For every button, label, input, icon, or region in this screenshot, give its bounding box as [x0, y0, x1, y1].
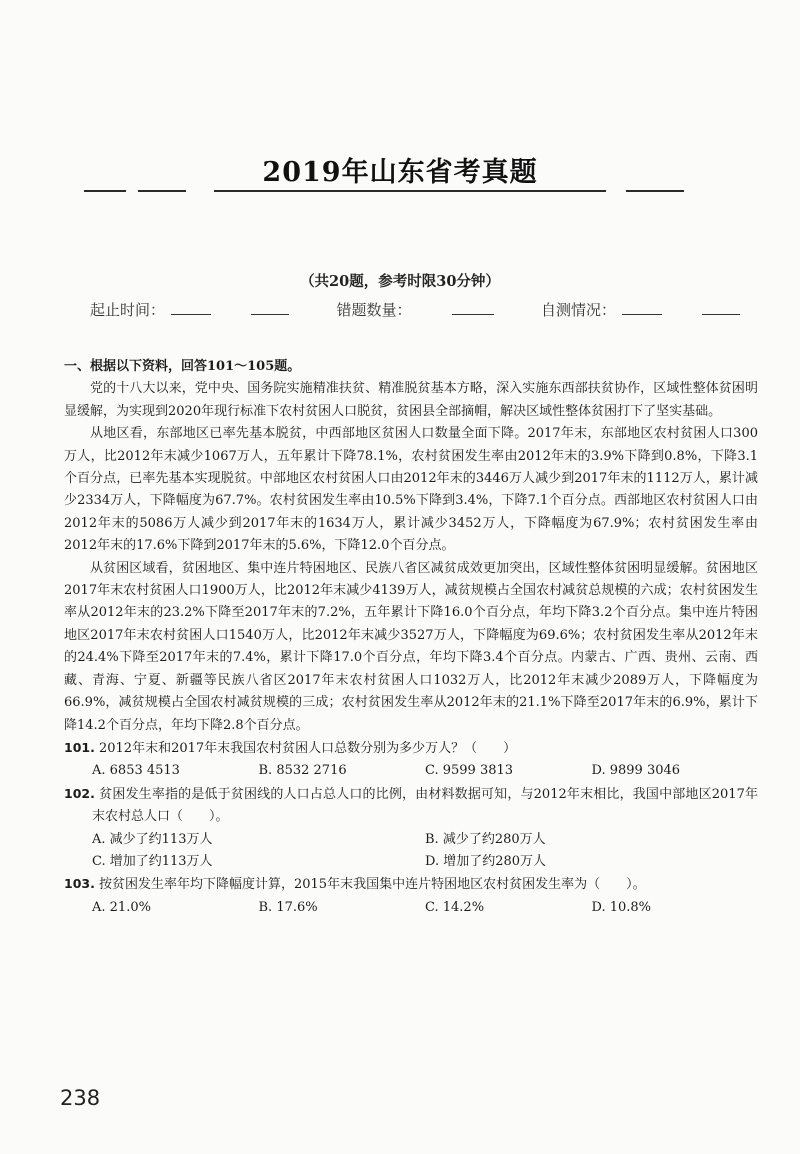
- question-stem: [64, 783, 758, 829]
- option-b[interactable]: B. 减少了约280万人: [425, 831, 546, 847]
- title-rule-main: [214, 190, 606, 192]
- material-paragraph: 党的十八大以来，党中央、国务院实施精准扶贫、精准脱贫基本方略，深入实施东西部扶贫协作，区域性整体贫困明显缓解，为实现到2020年现行标准下农村贫困人口脱贫，贫困县全部摘帽，解决区域性整体贫困打下了坚实基础。: [64, 381, 758, 419]
- start-time: [90, 298, 289, 320]
- wrong-count-label: 错题数量：: [336, 301, 412, 319]
- self-test: [541, 298, 740, 320]
- start-time-blank-1: [171, 298, 211, 315]
- question-number: 103.: [64, 876, 95, 892]
- page-title: 2019年山东省考真题: [262, 157, 538, 188]
- option-list: [64, 897, 758, 919]
- material-paragraph: 从地区看，东部地区已率先基本脱贫，中西部地区贫困人口数量全面下降。2017年末，东部地区农村贫困人口300万人，比2012年末减少1067万人，五年累计下降78.1%，农村贫困发生率由2012年末的3.9%下降到0.8%，下降3.1个百分点，已率先基本实现脱贫。中部地区农村贫困人口由2012年末的3446万人减少到2017年末的1112万人，累计减少2334万人，下降幅度为67.7%。农村贫困发生率由10.5%下降到3.4%，下降7.1个百分点。西部地区农村贫困人口由2012年末的5086万人减少到2017年末的1634万人，累计减少3452万人，下降幅度为67.9%；农村贫困发生率由2012年末的17.6%下降到2017年末的5.6%，下降12.0个百分点。: [64, 426, 758, 554]
- option-d[interactable]: D. 10.8%: [591, 899, 652, 915]
- section-heading: 一、根据以下资料，回答101～105题。: [64, 359, 301, 374]
- self-test-blank-1: [622, 298, 662, 315]
- title-rule-right: [626, 190, 684, 192]
- option-a[interactable]: A. 减少了约113万人: [92, 831, 213, 847]
- page-number: 238: [60, 1086, 101, 1110]
- start-time-blank-2: [251, 298, 289, 315]
- option-list: [64, 829, 758, 851]
- option-d[interactable]: D. 9899 3046: [591, 763, 681, 779]
- question-number: 101.: [64, 739, 95, 755]
- meta-row: [90, 298, 740, 320]
- exam-subtitle: （共20题，参考时限30分钟）: [300, 273, 500, 290]
- option-d[interactable]: D. 增加了约280万人: [425, 853, 547, 869]
- self-test-blank-2: [702, 298, 740, 315]
- option-list: [64, 760, 758, 782]
- option-a[interactable]: A. 6853 4513: [92, 763, 180, 779]
- main-content: [64, 356, 758, 919]
- start-time-label: 起止时间：: [90, 301, 166, 319]
- option-c[interactable]: C. 9599 3813: [425, 763, 514, 779]
- wrong-count: [336, 298, 493, 320]
- option-b[interactable]: B. 8532 2716: [258, 763, 347, 779]
- option-list: [64, 851, 758, 873]
- material-paragraph: 从贫困区域看，贫困地区、集中连片特困地区、民族八省区减贫成效更加突出，区域性整体贫困明显缓解。贫困地区2017年末农村贫困人口1900万人，比2012年末减少4139万人，减贫规模占全国农村减贫总规模的六成；农村贫困发生率从2012年末的23.2%下降至2017年末的7.2%，五年累计下降16.0个百分点，年均下降3.2个百分点。集中连片特困地区2017年末农村贫困人口1540万人，比2012年末减少3527万人，下降幅度为69.6%；农村贫困发生率从2012年末的24.4%下降至2017年末的7.4%，累计下降17.0个百分点，年均下降3.4个百分点。内蒙古、广西、贵州、云南、西藏、青海、宁夏、新疆等民族八省区2017年末农村贫困人口1032万人，比2012年末减少2089万人，下降幅度为66.9%，减贫规模占全国农村减贫规模的三成；农村贫困发生率从2012年末的21.1%下降至2017年末的6.9%，累计下降14.2个百分点，年均下降2.8个百分点。: [64, 560, 758, 733]
- question-stem: [64, 873, 758, 896]
- option-b[interactable]: B. 17.6%: [258, 899, 318, 915]
- question-text: 2012年末和2017年末我国农村贫困人口总数分别为多少万人？（ ）: [98, 740, 517, 756]
- option-a[interactable]: A. 21.0%: [92, 899, 151, 915]
- question-101: [64, 737, 758, 783]
- option-c[interactable]: C. 增加了约113万人: [92, 853, 213, 869]
- question-text: 按贫困发生率年均下降幅度计算，2015年末我国集中连片特困地区农村贫困发生率为（ ）。: [98, 877, 646, 893]
- title-rule-left-1: [84, 190, 126, 192]
- question-number: 102.: [64, 785, 95, 801]
- wrong-count-blank: [452, 298, 494, 315]
- question-103: [64, 873, 758, 919]
- question-stem: [64, 737, 758, 760]
- question-text: 贫困发生率指的是低于贫困线的人口占总人口的比例，由材料数据可知，与2012年末相比，我国中部地区2017年末农村总人口（ ）。: [92, 786, 759, 825]
- title-rule-left-2: [138, 190, 186, 192]
- option-c[interactable]: C. 14.2%: [425, 899, 485, 915]
- self-test-label: 自测情况：: [540, 301, 616, 319]
- question-102: [64, 783, 758, 874]
